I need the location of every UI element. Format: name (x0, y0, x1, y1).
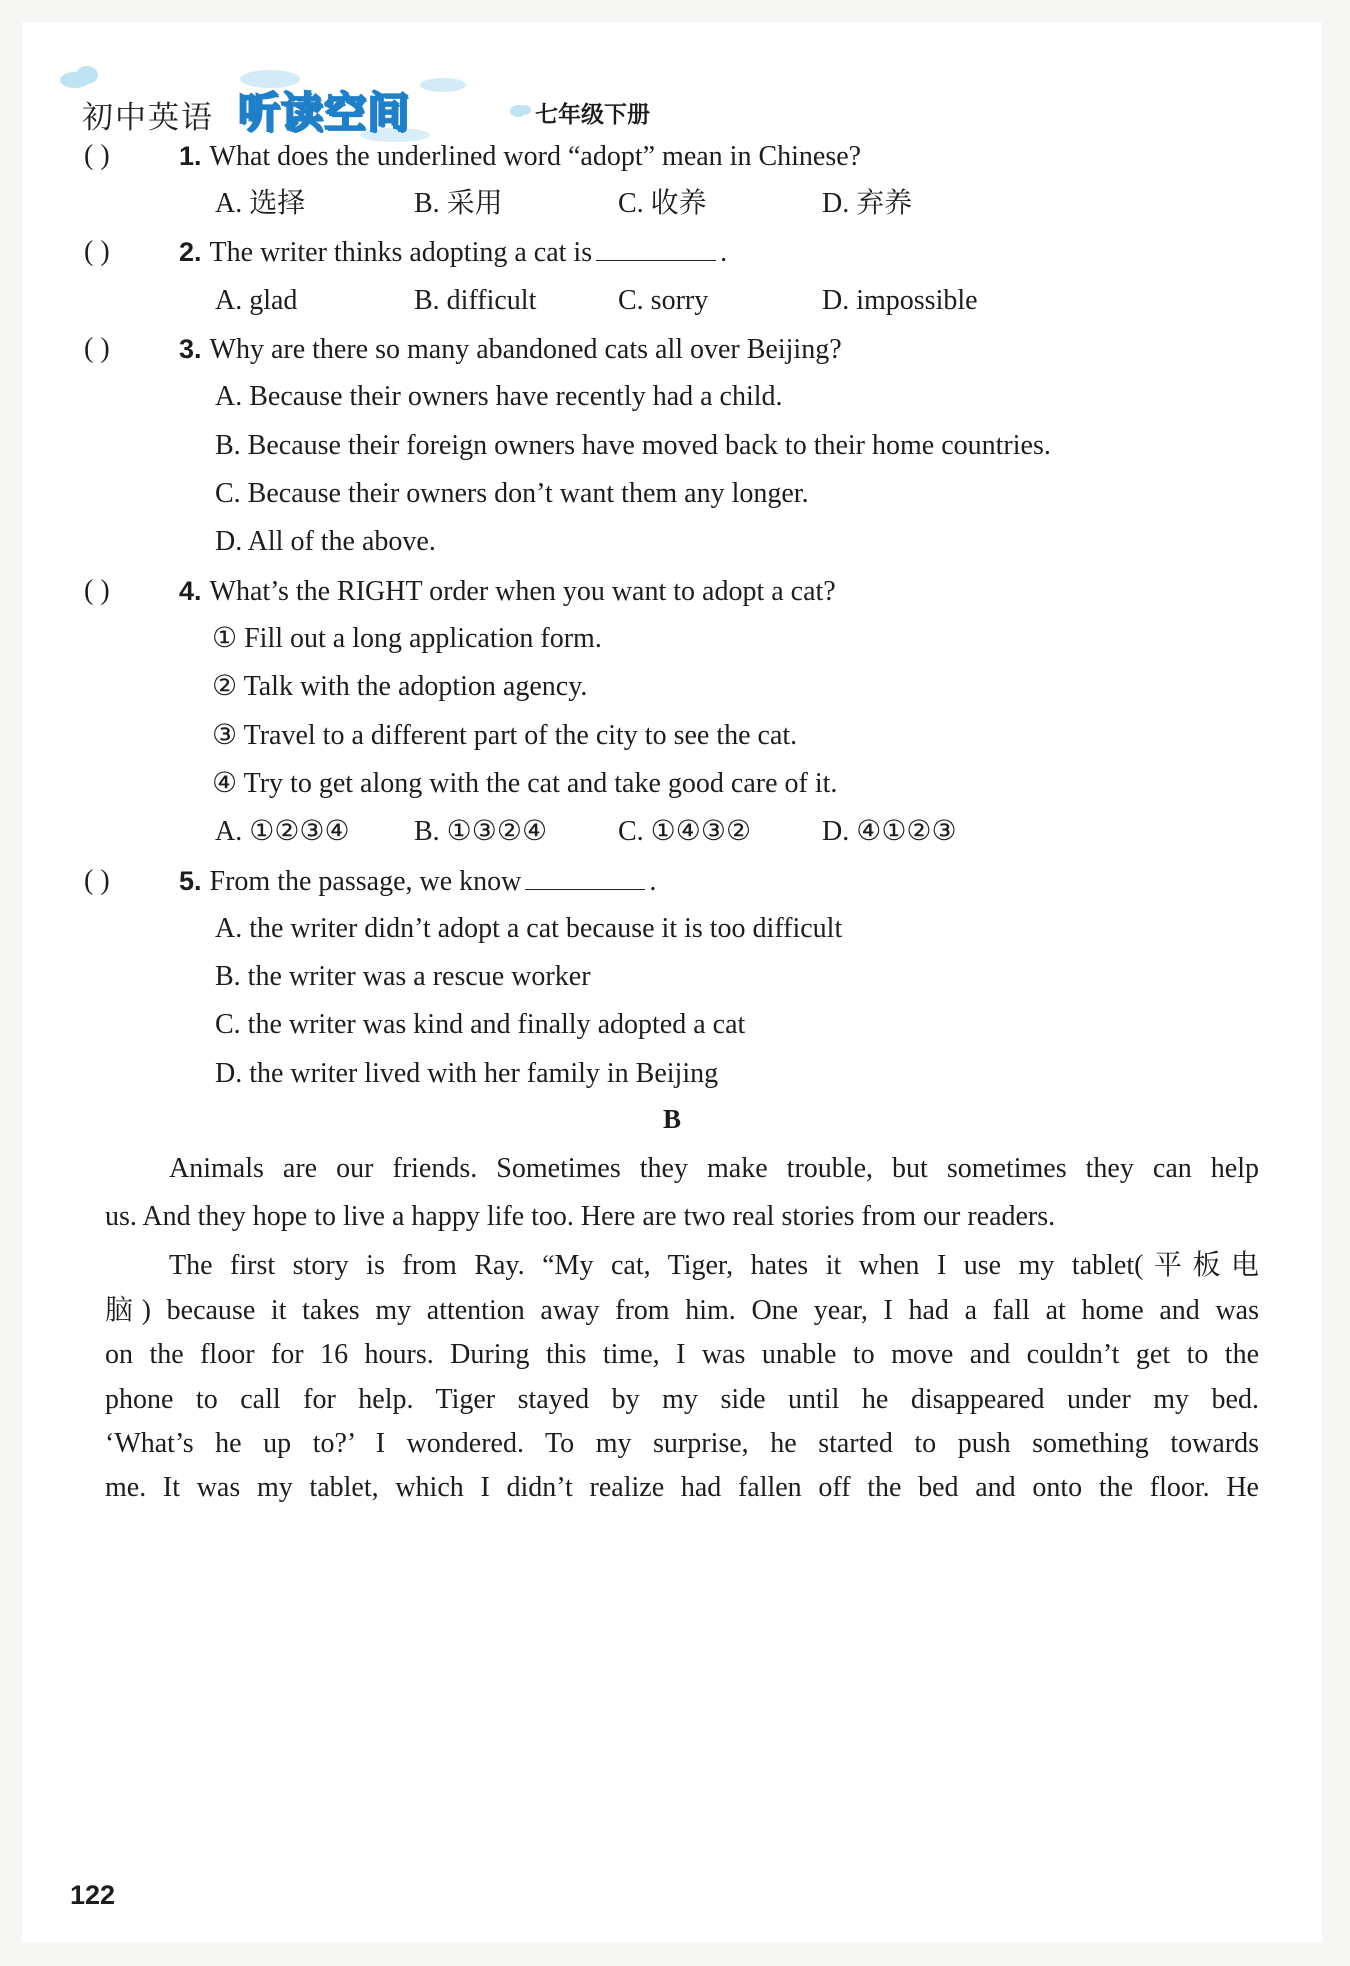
brand-logo-text: 听读空间 (238, 88, 411, 137)
cloud-decoration-icon (76, 66, 98, 84)
option-c: C. 收养 (618, 188, 707, 219)
question-text: The writer thinks adopting a cat is (209, 237, 593, 268)
question-4-stem (179, 574, 836, 609)
option-a: A. glad (215, 285, 298, 316)
question-number: 1. (179, 141, 202, 171)
option-d: D. the writer lived with her family in Beijing (215, 1058, 719, 1089)
option-a: A. the writer didn’t adopt a cat because it is too difficult (215, 913, 843, 944)
question-text: Why are there so many abandoned cats all over Beijing? (209, 334, 842, 365)
question-text-end: . (720, 237, 728, 268)
cloud-bullet-icon (510, 102, 532, 120)
paragraph-line: ‘What’s he up to?’ I wondered. To my surprise, he started to push something towards (105, 1428, 1259, 1459)
question-text: What does the underlined word “adopt” mean in Chinese? (209, 141, 862, 172)
question-1-stem (179, 139, 861, 174)
question-text-end: . (649, 866, 657, 897)
question-number: 2. (179, 237, 202, 267)
answer-paren: ( ) (84, 865, 110, 896)
option-c: C. ①④③② (618, 816, 752, 847)
question-text: From the passage, we know (209, 866, 522, 897)
question-5-stem (179, 864, 656, 899)
question-number: 4. (179, 576, 202, 606)
paragraph-line: me. It was my tablet, which I didn’t realize had fallen off the bed and onto the floor. He (105, 1472, 1259, 1503)
option-c: C. sorry (618, 285, 709, 316)
paragraph-line: 脑) because it takes my attention away from him. One year, I had a fall at home and was (105, 1295, 1259, 1326)
question-3-stem (179, 332, 842, 367)
step-3: ③ Travel to a different part of the city to see the cat. (212, 720, 798, 751)
section-heading: B (662, 1104, 681, 1134)
page (22, 22, 1322, 1942)
paragraph-line: us. And they hope to live a happy life too. Here are two real stories from our readers. (105, 1201, 1056, 1232)
cloud-decoration-icon (420, 78, 466, 92)
option-a: A. ①②③④ (215, 816, 350, 847)
option-a: A. 选择 (215, 188, 306, 219)
option-b: B. Because their foreign owners have moved back to their home countries. (215, 430, 1051, 461)
answer-paren: ( ) (84, 140, 110, 171)
option-b: B. 采用 (414, 188, 503, 219)
question-2-stem (179, 235, 727, 270)
option-b: B. difficult (414, 285, 537, 316)
option-d: D. impossible (822, 285, 978, 316)
step-4: ④ Try to get along with the cat and take good care of it. (212, 768, 838, 799)
page-number: 122 (70, 1880, 116, 1910)
option-c: C. Because their owners don’t want them any longer. (215, 478, 809, 509)
step-2: ② Talk with the adoption agency. (212, 671, 588, 702)
answer-paren: ( ) (84, 236, 110, 267)
answer-blank (596, 238, 716, 261)
answer-blank (525, 867, 645, 890)
option-d: D. 弃养 (822, 188, 913, 219)
option-c: C. the writer was kind and finally adopted a cat (215, 1009, 746, 1040)
question-number: 5. (179, 866, 202, 896)
answer-paren: ( ) (84, 575, 110, 606)
question-text: What’s the RIGHT order when you want to adopt a cat? (209, 576, 836, 607)
question-number: 3. (179, 334, 202, 364)
option-d: D. All of the above. (215, 526, 436, 557)
step-1: ① Fill out a long application form. (212, 623, 602, 654)
answer-paren: ( ) (84, 333, 110, 364)
option-d: D. ④①②③ (822, 816, 957, 847)
option-b: B. the writer was a rescue worker (215, 961, 591, 992)
paragraph-line: on the floor for 16 hours. During this time, I was unable to move and couldn’t get to the (105, 1339, 1259, 1370)
option-b: B. ①③②④ (414, 816, 548, 847)
series-title: 初中英语 (82, 100, 214, 136)
paragraph-line: The first story is from Ray. “My cat, Tiger, hates it when I use my tablet(平板电 (169, 1250, 1259, 1281)
paragraph-line: phone to call for help. Tiger stayed by my side until he disappeared under my bed. (105, 1384, 1259, 1415)
paragraph-line: Animals are our friends. Sometimes they make trouble, but sometimes they can help (169, 1153, 1259, 1184)
grade-label: 七年级下册 (535, 102, 650, 128)
option-a: A. Because their owners have recently had a child. (215, 381, 783, 412)
